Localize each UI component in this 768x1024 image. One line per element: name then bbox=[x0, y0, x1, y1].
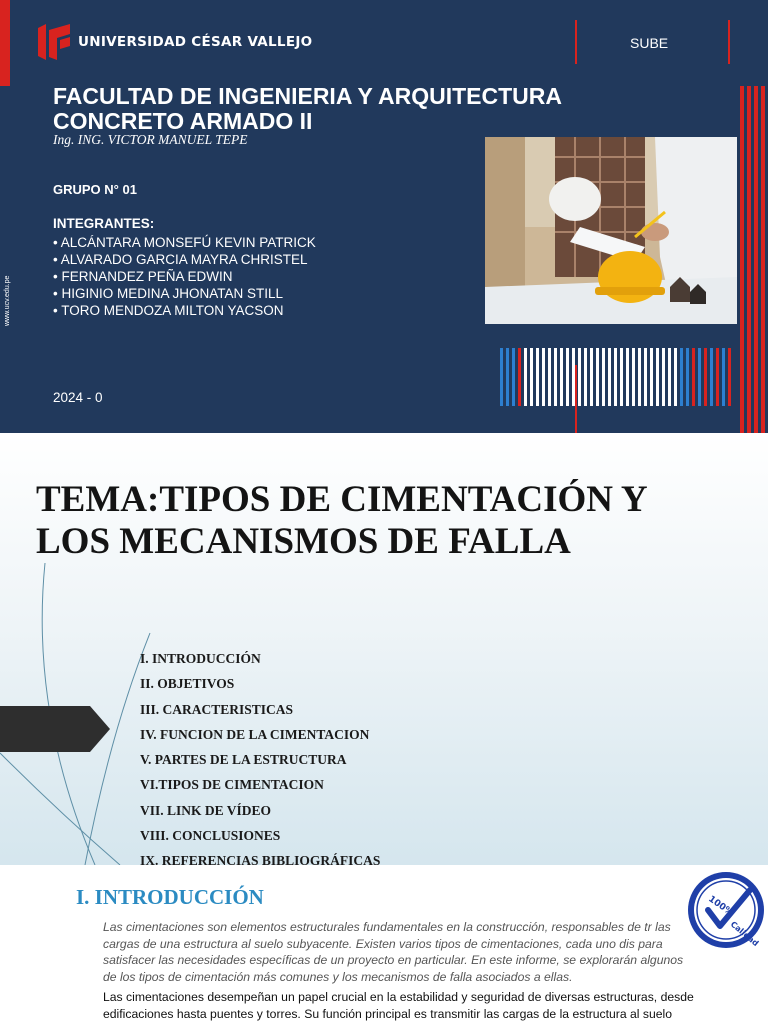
ucv-logo-icon bbox=[38, 24, 70, 60]
title-slide bbox=[0, 0, 768, 433]
title-line: TEMA:TIPOS DE CIMENTACIÓN Y bbox=[36, 479, 648, 520]
toc-item[interactable]: II. OBJETIVOS bbox=[140, 676, 235, 692]
slide-heading bbox=[53, 84, 562, 134]
arrow-shape bbox=[0, 706, 110, 752]
members-list bbox=[53, 234, 316, 319]
member-item: • ALCÁNTARA MONSEFÚ KEVIN PATRICK bbox=[53, 235, 316, 250]
section-title: I. INTRODUCCIÓN bbox=[76, 885, 264, 909]
introduction-slide bbox=[0, 865, 768, 1024]
title-line: LOS MECANISMOS DE FALLA bbox=[36, 521, 571, 562]
divider-line bbox=[728, 20, 730, 64]
website-url[interactable]: www.ucv.edu.pe bbox=[4, 275, 11, 326]
intro-paragraph-italic: Las cimentaciones son elementos estructurales fundamentales en la construcción, responsables de tr las cargas de una estructura al suelo subyacente. Existen varios tipos de cimentaciones, cada uno dis para satisfacer las necesidades específicas de un proyecto en particular. En este informe, se explorarán algunos de los tipos de cimentación más comunes y los mecanismos de falla asociados a ellas. bbox=[103, 920, 684, 984]
toc-item[interactable]: VI.TIPOS DE CIMENTACION bbox=[140, 777, 324, 793]
seal-percent-text: 100% bbox=[706, 894, 735, 919]
agenda-slide bbox=[0, 433, 768, 865]
university-logo[interactable] bbox=[38, 24, 312, 60]
member-item: • ALVARADO GARCIA MAYRA CHRISTEL bbox=[53, 252, 308, 267]
toc-item[interactable]: I. INTRODUCCIÓN bbox=[140, 651, 261, 666]
sube-menu-link[interactable]: SUBE bbox=[630, 35, 669, 51]
course-name: CONCRETO ARMADO II bbox=[53, 108, 313, 134]
seal-quality-text: Calidad bbox=[728, 919, 761, 949]
toc-item[interactable]: VIII. CONCLUSIONES bbox=[140, 828, 281, 844]
table-of-contents bbox=[140, 651, 380, 865]
group-number: GRUPO N° 01 bbox=[53, 182, 137, 197]
decorative-barcode-stripes bbox=[500, 348, 731, 406]
teacher-name: Ing. ING. VICTOR MANUEL TEPE bbox=[53, 132, 248, 147]
decorative-red-stripes bbox=[740, 86, 765, 433]
academic-year: 2024 - 0 bbox=[53, 390, 103, 405]
intro-paragraph: Las cimentaciones desempeñan un papel crucial en la estabilidad y seguridad de diversas estructuras, desde edificaciones hasta puentes y torres. Su función principal es transmitir las cargas de la estructura al suelo bbox=[103, 990, 694, 1021]
member-item: • FERNANDEZ PEÑA EDWIN bbox=[53, 269, 233, 284]
toc-item[interactable]: VII. LINK DE VÍDEO bbox=[140, 802, 272, 818]
university-name: UNIVERSIDAD CÉSAR VALLEJO bbox=[78, 34, 313, 50]
quality-seal-icon bbox=[686, 870, 766, 950]
faculty-name: FACULTAD DE INGENIERIA Y ARQUITECTURA bbox=[53, 83, 562, 109]
toc-item[interactable]: III. CARACTERISTICAS bbox=[140, 701, 294, 717]
member-item: • HIGINIO MEDINA JHONATAN STILL bbox=[53, 286, 284, 301]
members-heading: INTEGRANTES: bbox=[53, 216, 155, 231]
engineers-photo bbox=[485, 137, 737, 324]
divider-line bbox=[575, 20, 577, 64]
toc-item[interactable]: IV. FUNCION DE LA CIMENTACION bbox=[140, 726, 370, 742]
toc-item[interactable]: V. PARTES DE LA ESTRUCTURA bbox=[140, 752, 347, 768]
toc-item[interactable]: IX. REFERENCIAS BIBLIOGRÁFICAS bbox=[140, 853, 381, 865]
red-accent-bar bbox=[0, 0, 10, 86]
slide-title bbox=[36, 479, 648, 563]
member-item: • TORO MENDOZA MILTON YACSON bbox=[53, 303, 284, 318]
